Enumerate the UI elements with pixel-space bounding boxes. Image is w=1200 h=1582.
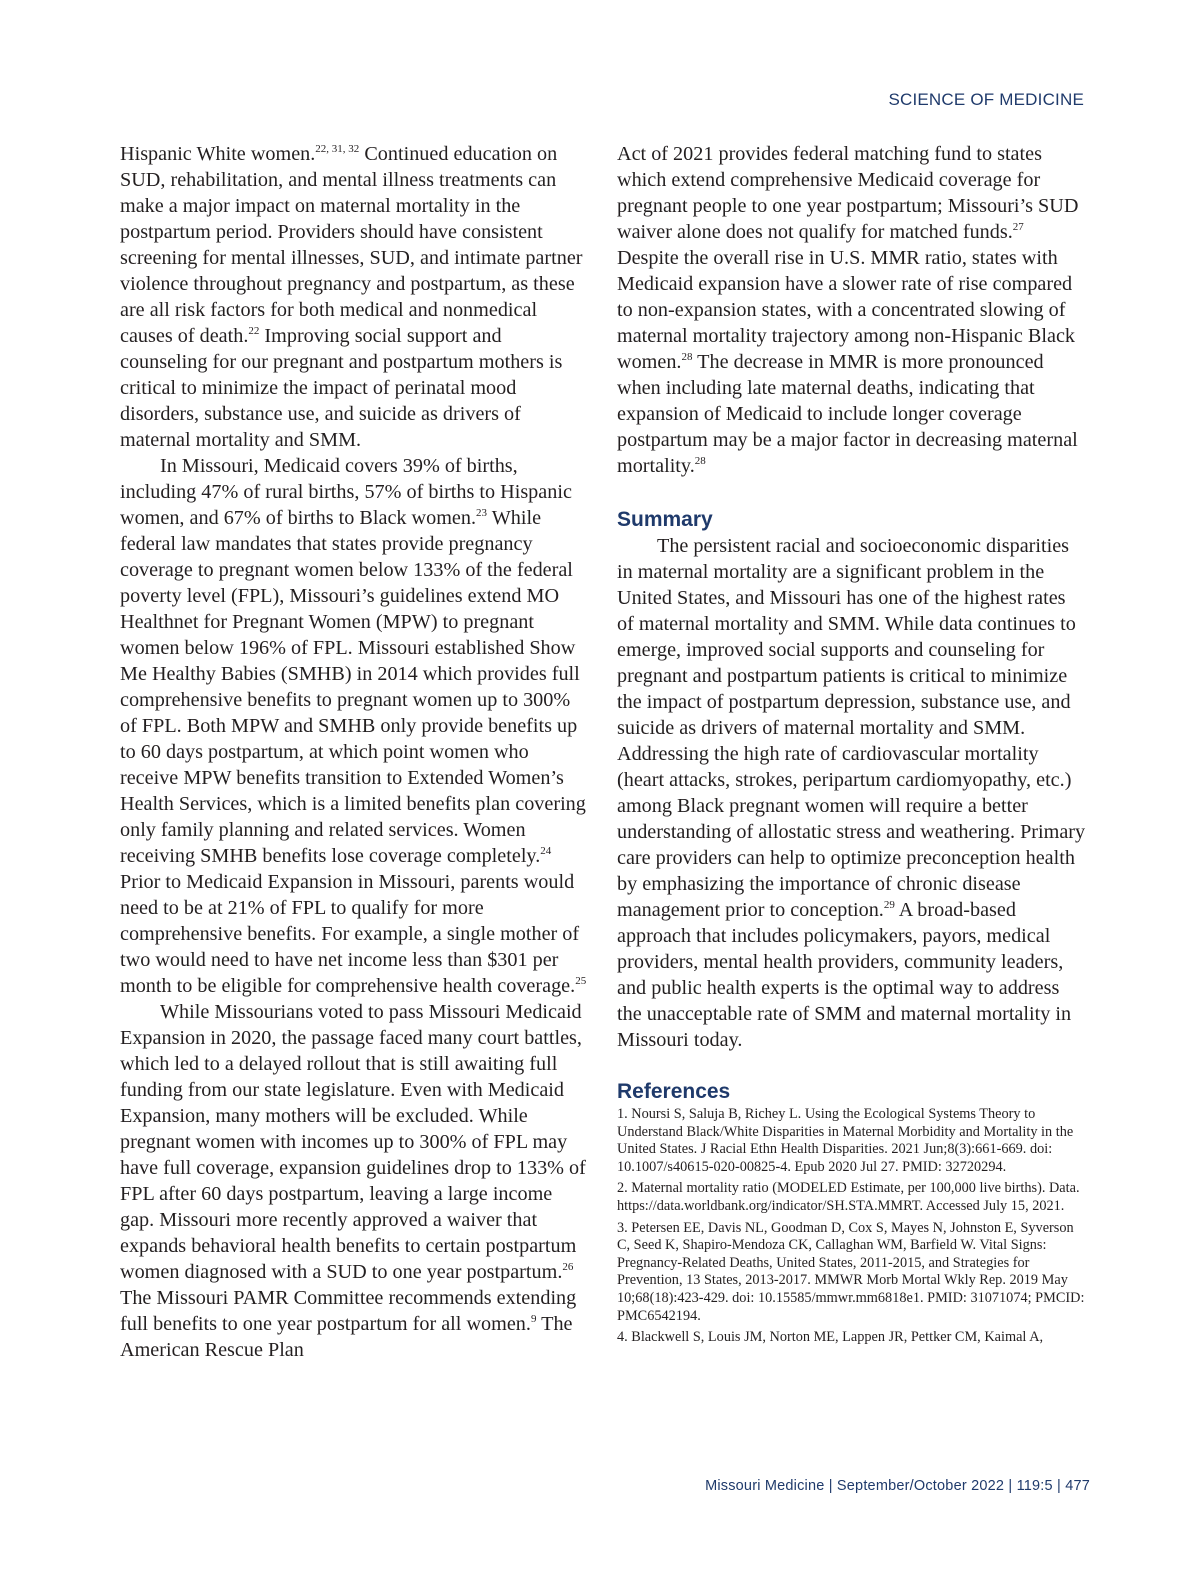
body-paragraph: Hispanic White women.$^{22, 31, 32}$ Continued education on SUD, rehabilitation, and mental illness treatments can make a major impact on maternal mortality in the postpartum period. Providers should have consistent screening for mental illnesses, SUD, and intimate partner violence throughout pregnancy and postpartum, as these are all risk factors for both medical and nonmedical causes of death.$^{22}$ Improving social support and counseling for our pregnant and postpartum mothers is critical to minimize the impact of perinatal mood disorders, substance use, and suicide as drivers of maternal mortality and SMM. (120, 143, 583, 451)
citation[interactable]: 29 (883, 899, 895, 911)
references-heading: References (617, 1080, 731, 1103)
page-footer: Missouri Medicine | September/October 2022 | 119:5 | 477 (705, 1478, 1090, 1494)
reference-item: 1. Noursi S, Saluja B, Richey L. Using the Ecological Systems Theory to Understand Black/White Disparities in Maternal Morbidity and Mortality in the United States. J Racial Ethn Health Disparities. 2021 Jun;8(3):661-669. doi: 10.1007/s40615-020-00825-4. Epub 2020 Jul 27. PMID: 32720294. (617, 1106, 1074, 1175)
citation[interactable]: 24 (540, 845, 552, 857)
citation[interactable]: 22, 31, 32 (315, 143, 360, 155)
citation[interactable]: 23 (476, 507, 488, 519)
right-column (617, 141, 1087, 1351)
section-header: SCIENCE OF MEDICINE (888, 90, 1084, 109)
body-paragraph: Act of 2021 provides federal matching fund to states which extend comprehensive Medicaid coverage for pregnant people to one year postpartum; Missouri’s SUD waiver alone does not qualify for matched funds.$^{27}$ Despite the overall rise in U.S. MMR ratio, states with Medicaid expansion have a slower rate of rise compared to non-expansion states, with a concentrated slowing of maternal mortality trajectory among non-Hispanic Black women.$^{28}$ The decrease in MMR is more pronounced when including late maternal deaths, indicating that expansion of Medicaid to include longer coverage postpartum may be a major factor in decreasing maternal mortality.$^{28}$ (617, 143, 1079, 477)
summary-paragraph: The persistent racial and socioeconomic disparities in maternal mortality are a significant problem in the United States, and Missouri has one of the highest rates of maternal mortality and SMM. While data continues to emerge, improved social supports and counseling for pregnant and postpartum patients is critical to minimize the impact of postpartum depression, substance use, and suicide as drivers of maternal mortality and SMM. Addressing the high rate of cardiovascular mortality (heart attacks, strokes, peripartum cardiomyopathy, etc.) among Black pregnant women will require a better understanding of allostatic stress and weathering. Primary care providers can help to optimize preconception health by emphasizing the importance of chronic disease management prior to conception.$^{29}$ A broad-based approach that includes policymakers, payors, medical providers, mental health providers, community leaders, and public health experts is the optimal way to address the unacceptable rate of SMM and maternal mortality in Missouri today. (617, 535, 1086, 1051)
body-paragraph: In Missouri, Medicaid covers 39% of births, including 47% of rural births, 57% of births to Hispanic women, and 67% of births to Black women.$^{23}$ While federal law mandates that states provide pregnancy coverage to pregnant women below 133% of the federal poverty level (FPL), Missouri’s guidelines extend MO Healthnet for Pregnant Women (MPW) to pregnant women below 196% of FPL. Missouri established Show Me Healthy Babies (SMHB) in 2014 which provides full comprehensive benefits to pregnant women up to 300% of FPL. Both MPW and SMHB only provide benefits up to 60 days postpartum, at which point women who receive MPW benefits transition to Extended Women’s Health Services, which is a limited benefits plan covering only family planning and related services. Women receiving SMHB benefits lose coverage completely.$^{24}$ Prior to Medicaid Expansion in Missouri, parents would need to be at 21% of FPL to qualify for more comprehensive benefits. For example, a single mother of two would need to have net income less than $301 per month to be eligible for comprehensive health coverage.$^{25}$ (120, 455, 587, 997)
citation[interactable]: 26 (562, 1261, 574, 1273)
citation[interactable]: 27 (1012, 221, 1024, 233)
citation[interactable]: 28 (681, 351, 693, 363)
citation[interactable]: 28 (694, 455, 706, 467)
citation[interactable]: 22 (248, 325, 260, 337)
body-paragraph: While Missourians voted to pass Missouri Medicaid Expansion in 2020, the passage faced many court battles, which led to a delayed rollout that is still awaiting full funding from our state legislature. Even with Medicaid Expansion, many mothers will be excluded. While pregnant women with incomes up to 300% of FPL may have full coverage, expansion guidelines drop to 133% of FPL after 60 days postpartum, leaving a large income gap. Missouri more recently approved a waiver that expands behavioral health benefits to certain postpartum women diagnosed with a SUD to one year postpartum.$^{26}$ The Missouri PAMR Committee recommends extending full benefits to one year postpartum for all women.$^9$ The American Rescue Plan (120, 1001, 586, 1361)
summary-heading: Summary (617, 508, 713, 531)
citation[interactable]: 25 (575, 975, 587, 987)
reference-list (617, 1106, 1087, 1347)
citation[interactable]: 9 (530, 1313, 537, 1325)
reference-item: 4. Blackwell S, Louis JM, Norton ME, Lappen JR, Pettker CM, Kaimal A, (617, 1329, 1044, 1346)
left-column (120, 141, 590, 1363)
reference-item: 2. Maternal mortality ratio (MODELED Estimate, per 100,000 live births). Data. https://data.worldbank.org/indicator/SH.STA.MMRT. Accessed July 15, 2021. (617, 1180, 1080, 1214)
reference-item: 3. Petersen EE, Davis NL, Goodman D, Cox S, Mayes N, Johnston E, Syverson C, Seed K, Shapiro-Mendoza CK, Callaghan WM, Barfield W. Vital Signs: Pregnancy-Related Deaths, United States, 2011-2015, and Strategies for Prevention, 13 States, 2013-2017. MMWR Morb Mortal Wkly Rep. 2019 May 10;68(18):423-429. doi: 10.15585/mmwr.mm6818e1. PMID: 31071074; PMCID: PMC6542194. (617, 1219, 1085, 1324)
